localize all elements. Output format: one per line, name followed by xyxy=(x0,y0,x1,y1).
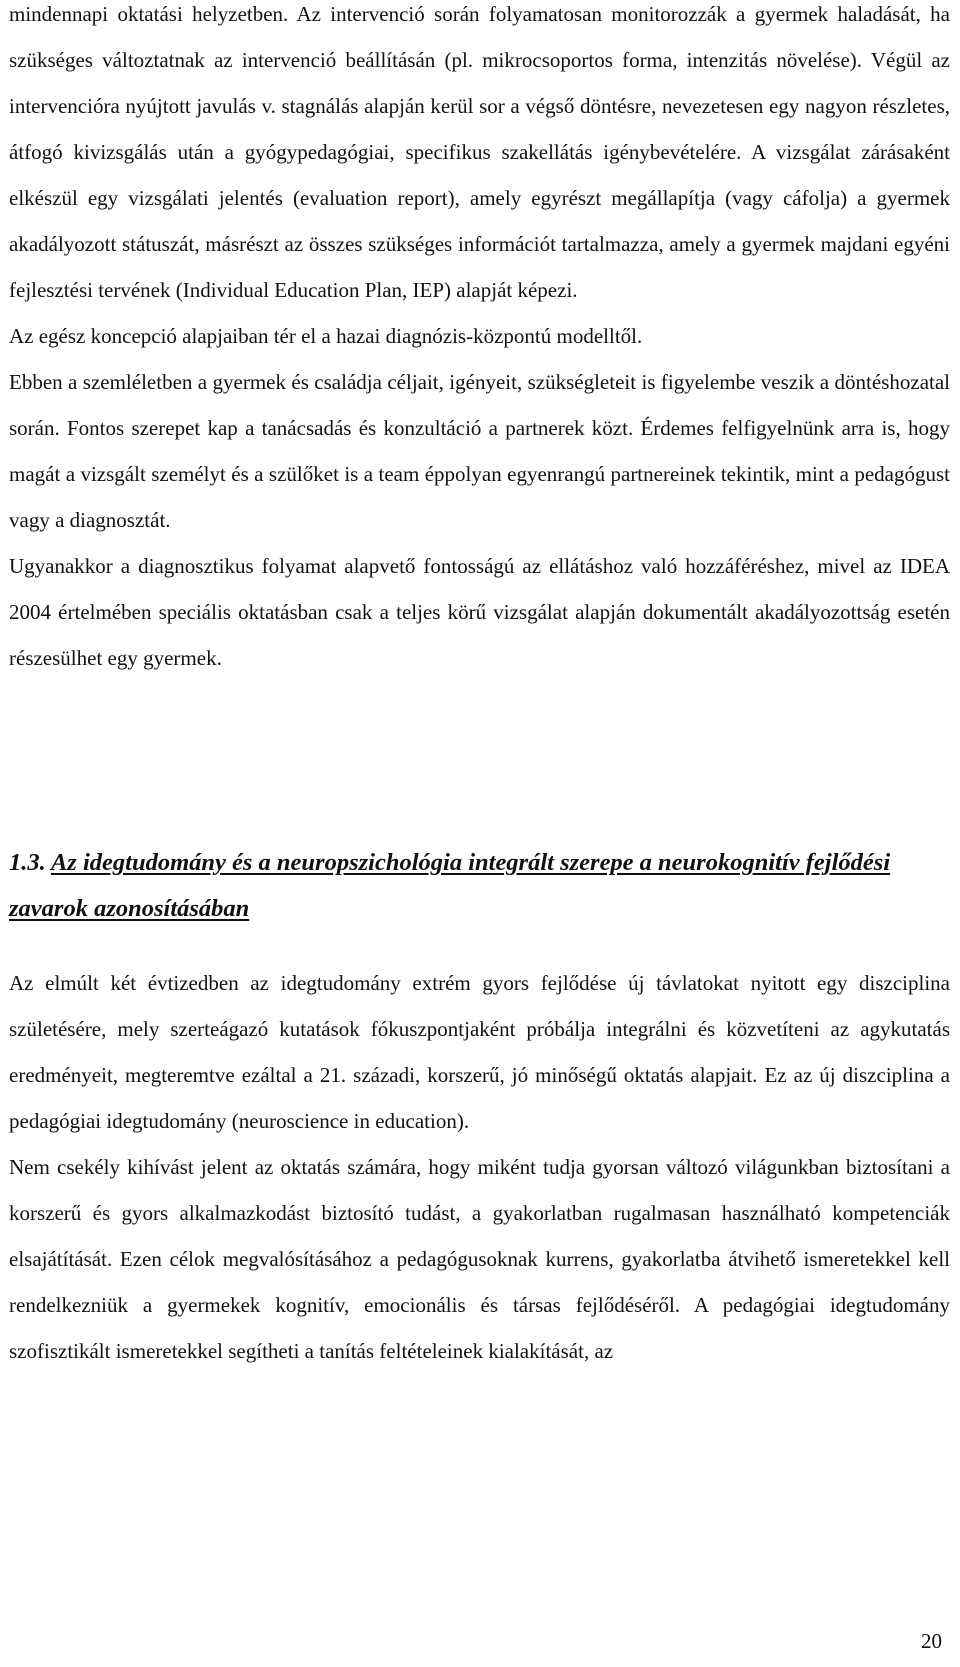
paragraph-concept-difference: Az egész koncepció alapjaiban tér el a hazai diagnózis-központú modelltől. xyxy=(9,324,643,348)
section-heading xyxy=(9,840,950,932)
paragraph-teaching-challenge: Nem csekély kihívást jelent az oktatás számára, hogy miként tudja gyorsan változó világunkban biztosítani a korszerű és gyors alkalmazkodást biztosító tudást, a gyakorlatban rugalmasan használható kompetenciák elsajátítását. Ezen célok megvalósításához a pedagógusoknak kurrens, gyakorlatba átvihető ismeretekkel kell rendelkezniük a gyermekek kognitív, emocionális és társas fejlődéséről. A pedagógiai idegtudomány szofisztikált ismeretekkel segítheti a tanítás feltételeinek kialakítását, az xyxy=(9,1155,950,1363)
body-text-bottom xyxy=(9,960,950,1374)
paragraph-neuroscience-education: Az elmúlt két évtizedben az idegtudomány extrém gyors fejlődése új távlatokat nyitott egy diszciplina születésére, mely szerteágazó kutatások fókuszpontjaként próbálja integrálni és közvetíteni az agykutatás eredményeit, megteremtve ezáltal a 21. századi, korszerű, jó minőségű oktatás alapjait. Ez az új diszciplina a pedagógiai idegtudomány (neuroscience in education). xyxy=(9,971,950,1133)
paragraph-evaluation-process: mindennapi oktatási helyzetben. Az intervenció során folyamatosan monitorozzák a gyermek haladását, ha szükséges változtatnak az intervenció beállításán (pl. mikrocsoportos forma, intenzitás növelése). Végül az intervencióra nyújtott javulás v. stagnálás alapján kerül sor a végső döntésre, nevezetesen egy nagyon részletes, átfogó kivizsgálás után a gyógypedagógiai, specifikus szakellátás igénybevételére. A vizsgálat zárásaként elkészül egy vizsgálati jelentés (evaluation report), amely egyrészt megállapítja (vagy cáfolja) a gyermek akadályozott státuszát, másrészt az összes szükséges információt tartalmazza, amely a gyermek majdani egyéni fejlesztési tervének (Individual Education Plan, IEP) alapját képezi. xyxy=(9,2,950,302)
section-title: Az idegtudomány és a neuropszichológia integrált szerepe a neurokognitív fejlődési zavarok azonosításában xyxy=(9,849,891,922)
paragraph-family-perspective: Ebben a szemléletben a gyermek és családja céljait, igényeit, szükségleteit is figyelembe veszik a döntéshozatal során. Fontos szerepet kap a tanácsadás és konzultáció a partnerek közt. Érdemes felfigyelnünk arra is, hogy magát a vizsgált személyt és a szülőket is a team éppolyan egyenrangú partnereinek tekintik, mint a pedagógust vagy a diagnosztát. xyxy=(9,370,950,532)
section-number: 1.3. xyxy=(9,849,46,876)
paragraph-idea-2004: Ugyanakkor a diagnosztikus folyamat alapvető fontosságú az ellátáshoz való hozzáféréshez, mivel az IDEA 2004 értelmében speciális oktatásban csak a teljes körű vizsgálat alapján dokumentált akadályozottság esetén részesülhet egy gyermek. xyxy=(9,554,950,670)
page-number: 20 xyxy=(921,1629,942,1653)
body-text-top xyxy=(9,0,950,681)
